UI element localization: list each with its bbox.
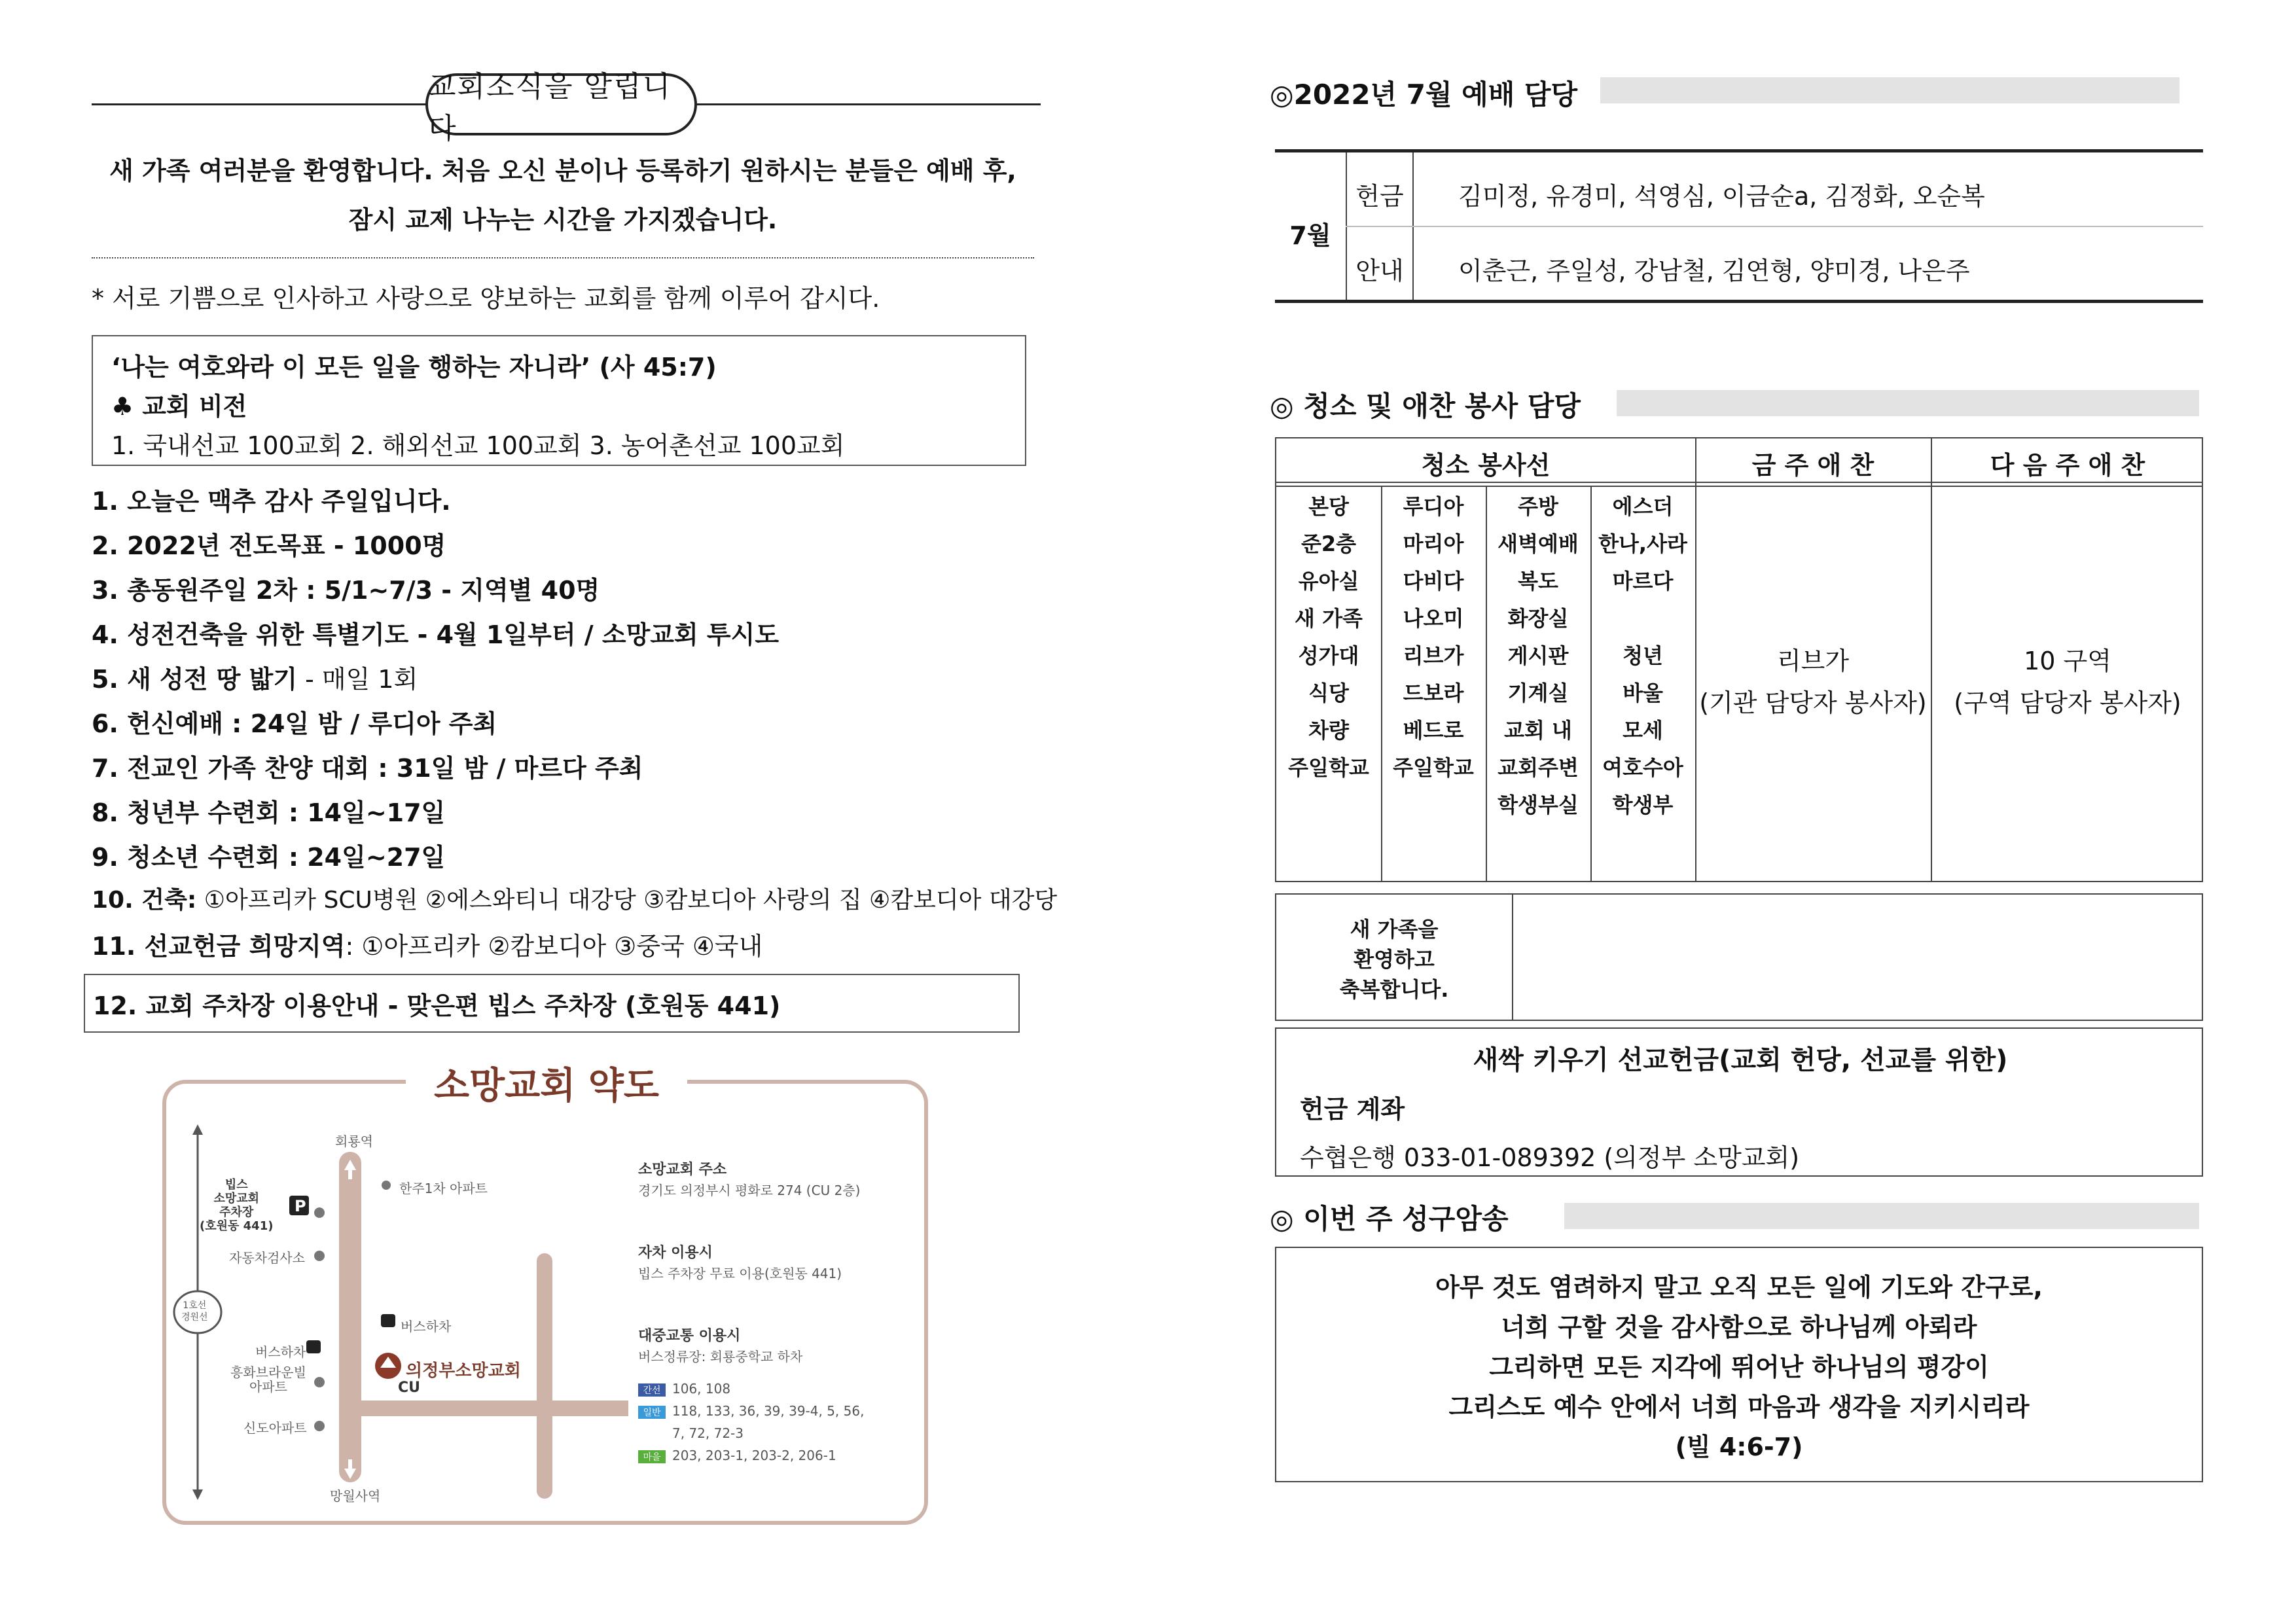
svg-text:P: P (295, 1197, 306, 1215)
map-info-bus: 버스정류장: 회룡중학교 하차 (638, 1349, 803, 1364)
offering-account: 수협은행 033-01-089392 (의정부 소망교회) (1300, 1143, 1800, 1172)
map-label-hanju: 한주1차 아파트 (399, 1181, 488, 1196)
map-label-hwahwa: 흥화브라운빌 아파트 (230, 1364, 306, 1395)
map-info-addr: 경기도 의정부시 평화로 274 (CU 2층) (638, 1183, 861, 1198)
cleaning-column: 루디아 마리아 다비다 나오미 리브가 드보라 베드로 주일학교 (1393, 494, 1474, 780)
news-item: 1. 오늘은 맥추 감사 주일입니다. (92, 487, 451, 516)
cleaning-column: 에스더 한나,사라 마르다 청년 바울 모세 여호수아 학생부 (1598, 494, 1687, 817)
title-bar (1600, 77, 2179, 103)
bus-route-row: 7, 72, 72-3 (672, 1425, 744, 1441)
news-item: 6. 헌신예배 : 24일 밤 / 루디아 주최 (92, 709, 497, 738)
news-item: 7. 전교인 가족 찬양 대회 : 31일 밤 / 마르다 주최 (92, 754, 643, 783)
news-item: 8. 청년부 수련회 : 14일~17일 (92, 798, 446, 827)
news-item: 3. 총동원주일 2차 : 5/1~7/3 - 지역별 40명 (92, 576, 600, 605)
cleaning-title: ◎ 청소 및 애찬 봉사 담당 (1270, 390, 1581, 422)
map-label-cu: CU (398, 1380, 421, 1396)
vision-box (92, 335, 1026, 466)
memory-title: ◎ 이번 주 성구암송 (1270, 1203, 1509, 1235)
header-rule-left (92, 103, 427, 105)
offering-box (1275, 1027, 2203, 1177)
verse-line: 아무 것도 염려하지 말고 오직 모든 일에 기도와 간구로, (1435, 1273, 2043, 1302)
new-family-text: 새 가족을 환영하고 축복합니다. (1339, 917, 1449, 1002)
map-label-bips: 빕스 소망교회 주차장 (호원동 441) (200, 1178, 274, 1233)
map-label-bus-stop-left: 버스하차 (255, 1344, 306, 1360)
map-marker-dot (382, 1181, 391, 1190)
verse-reference: (빌 4:6-7) (1675, 1433, 1803, 1461)
map-marker-dot (314, 1421, 325, 1431)
cleaning-header: 금 주 애 찬 (1751, 451, 1874, 480)
welcome-line-1: 새 가족 여러분을 환영합니다. 처음 오신 분이나 등록하기 원하시는 분들은 예배 후, (109, 156, 1016, 185)
cleaning-header: 청소 봉사선 (1421, 451, 1551, 480)
title-bar (1617, 390, 2199, 416)
vision-title: ♣ 교회 비전 (111, 392, 247, 421)
next-week-meal: 10 구역 (구역 담당자 봉사자) (1954, 647, 2181, 717)
greeting-text: * 서로 기쁨으로 인사하고 사랑으로 양보하는 교회를 함께 이루어 갑시다. (92, 284, 880, 313)
worship-names: 이춘근, 주일성, 강남철, 김연형, 양미경, 나은주 (1458, 257, 1970, 285)
news-item: 4. 성전건축을 위한 특별기도 - 4월 1일부터 / 소망교회 투시도 (92, 620, 780, 649)
map-label-bus-stop-right: 버스하차 (401, 1319, 452, 1334)
news-item: 10. 건축: ①아프리카 SCU병원 ②에스와티니 대강당 ③캄보디아 사랑의 집 ④캄보디아 대강당 (92, 887, 1058, 914)
memory-verse-box (1275, 1247, 2203, 1482)
cleaning-table (1275, 437, 2203, 882)
map-marker-dot (314, 1377, 325, 1387)
map-marker-dot (314, 1251, 325, 1261)
map-info-addr-heading: 소망교회 주소 (638, 1162, 727, 1178)
verse-line: 너희 구할 것을 감사함으로 하나님께 아뢰라 (1501, 1313, 1977, 1342)
page-title: 교회소식을 알립니다 (425, 73, 697, 135)
worship-role: 안내 (1355, 257, 1404, 285)
vision-verse: ‘나는 여호와라 이 모든 일을 행하는 자니라’ (사 45:7) (111, 353, 717, 382)
header-rule-right (696, 103, 1041, 105)
news-item: 2. 2022년 전도목표 - 1000명 (92, 531, 446, 560)
bus-route-row: 일반 118, 133, 36, 39, 39-4, 5, 56, (638, 1403, 864, 1419)
title-bar (1564, 1203, 2199, 1229)
worship-names: 김미정, 유경미, 석영심, 이금순a, 김정화, 오순복 (1458, 182, 1985, 211)
worship-title: ◎2022년 7월 예배 담당 (1270, 79, 1578, 111)
news-item: 11. 선교헌금 희망지역: ①아프리카 ②캄보디아 ③중국 ④국내 (92, 932, 763, 961)
this-week-meal: 리브가 (기관 담당자 봉사자) (1699, 647, 1927, 717)
map-label-church: 의정부소망교회 (406, 1361, 521, 1381)
parking-notice: 12. 교회 주차장 이용안내 - 맞은편 빕스 주차장 (호원동 441) (84, 974, 1020, 1033)
map-label-sindo: 신도아파트 (243, 1420, 307, 1436)
map-info-bus-heading: 대중교통 이용시 (638, 1328, 741, 1344)
worship-role: 헌금 (1355, 182, 1404, 211)
new-family-box (1275, 893, 2203, 1021)
map-station-bottom: 망월사역 (330, 1488, 381, 1504)
bus-tag: 마을 (638, 1450, 666, 1463)
cleaning-column: 주방 새벽예배 복도 화장실 게시판 기계실 교회 내 교회주변 학생부실 (1498, 494, 1579, 817)
map-marker-dot (314, 1207, 325, 1218)
news-item: 9. 청소년 수련회 : 24일~27일 (92, 843, 446, 872)
verse-line: 그리스도 예수 안에서 너희 마음과 생각을 지키시리라 (1448, 1393, 2030, 1421)
map-info-car: 빕스 주차장 무료 이용(호원동 441) (638, 1266, 842, 1281)
map-info-car-heading: 자차 이용시 (638, 1245, 713, 1261)
offering-title: 새싹 키우기 선교헌금(교회 헌당, 선교를 위한) (1473, 1045, 2008, 1075)
map-drawing (170, 1106, 628, 1512)
worship-table (1275, 149, 2203, 303)
vision-items: 1. 국내선교 100교회 2. 해외선교 100교회 3. 농어촌선교 100교회 (111, 431, 845, 460)
cleaning-header: 다 음 주 애 찬 (1990, 451, 2145, 480)
welcome-line-2: 잠시 교제 나누는 시간을 가지겠습니다. (348, 205, 778, 234)
news-item: 5. 새 성전 땅 밟기 - 매일 1회 (92, 665, 418, 694)
map-station-top: 회룡역 (335, 1133, 373, 1149)
map-label-car-inspection: 자동차검사소 (229, 1250, 305, 1266)
bus-tag: 간선 (638, 1383, 666, 1397)
cleaning-column: 본당 준2층 유아실 새 가족 성가대 식당 차량 주일학교 (1288, 494, 1369, 780)
map-title: 소망교회 약도 (406, 1057, 687, 1103)
offering-account-label: 헌금 계좌 (1300, 1095, 1405, 1124)
map-line-badge: 1호선 경원선 (181, 1300, 208, 1323)
divider (92, 257, 1034, 259)
verse-line: 그리하면 모든 지각에 뛰어난 하나님의 평강이 (1489, 1353, 1989, 1382)
bus-route-row: 마을 203, 203-1, 203-2, 206-1 (638, 1448, 836, 1463)
worship-month: 7월 (1289, 221, 1331, 250)
bus-tag: 일반 (638, 1406, 666, 1419)
bus-route-row: 간선 106, 108 (638, 1381, 730, 1397)
